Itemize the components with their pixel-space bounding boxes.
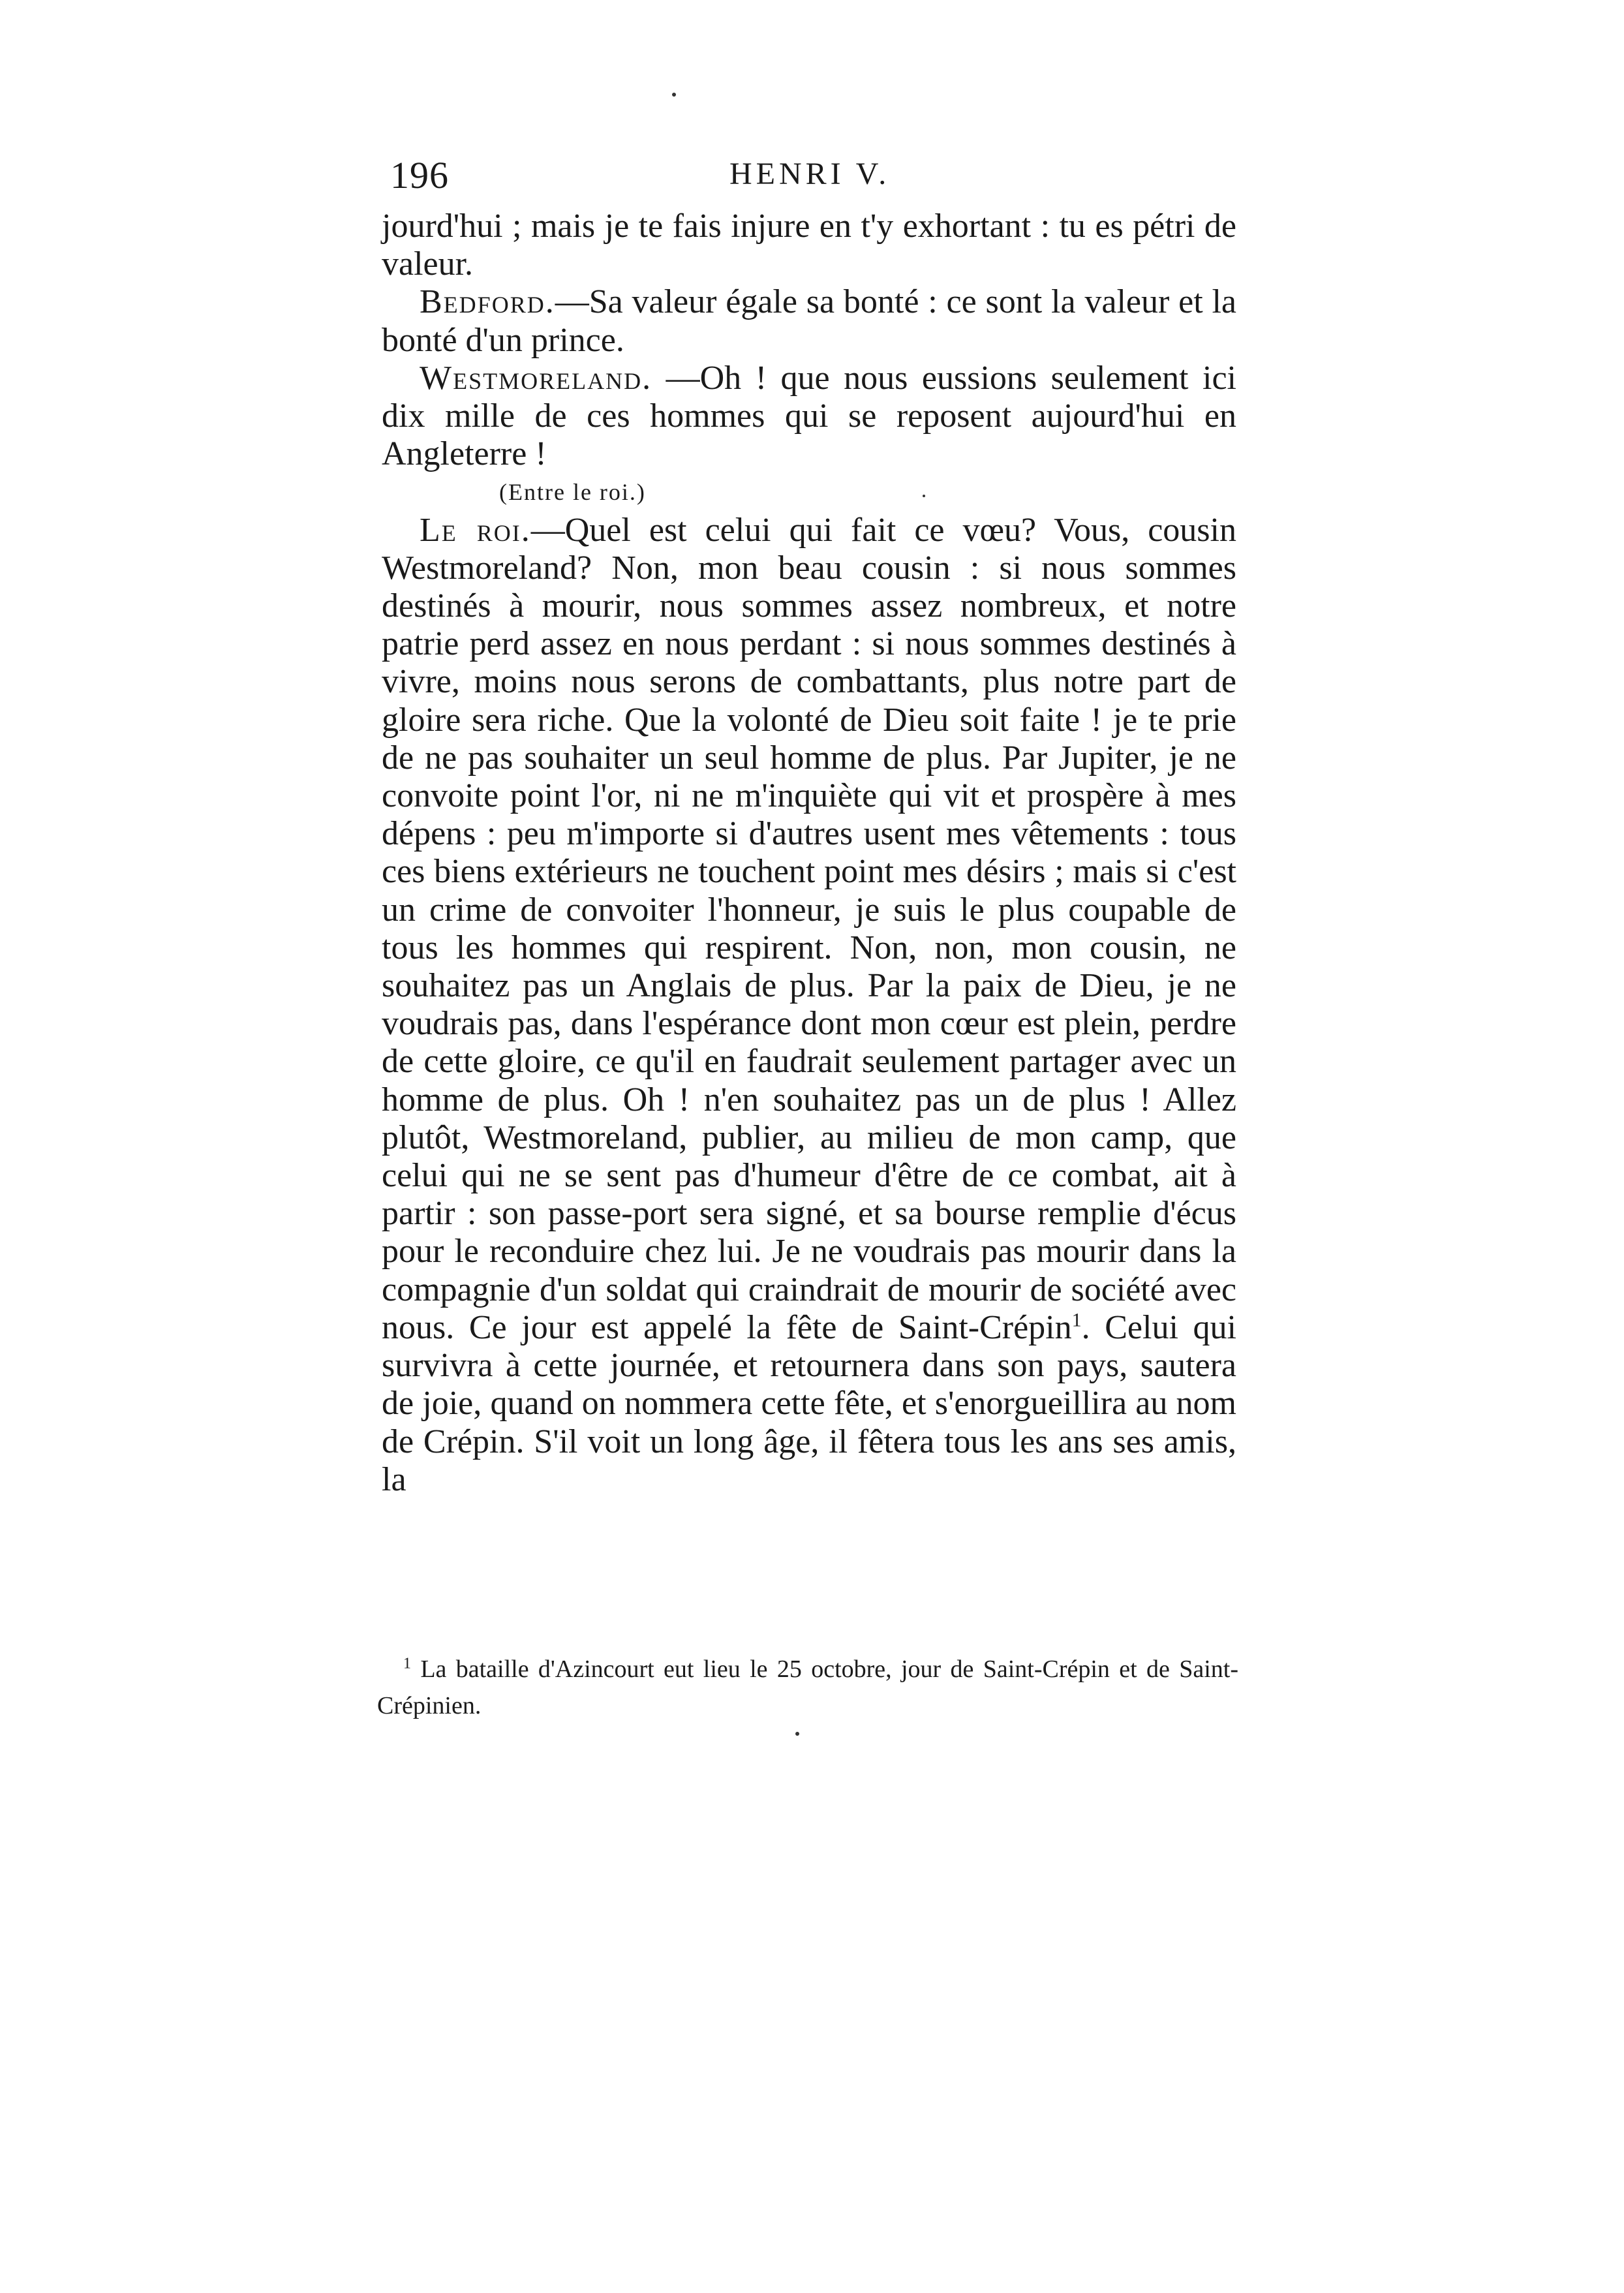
speech-text-bedford: —Sa valeur égale sa bonté : ce sont la valeur et la bonté d'un prince. [382,283,1236,359]
speech-text-king-continued: . Celui qui survivra à cette journée, et retournera dans son pays, sautera de joie, quand on nommera cette fête, et s'enorgueillira au nom de Crépin. S'il voit un long âge, il fêtera tous les ans ses amis, la [382,1308,1236,1498]
footnote-number: 1 [403,1655,411,1672]
running-title: HENRI V. [729,157,891,191]
speaker-westmoreland: Westmoreland. [420,359,652,397]
page-number: 196 [390,154,449,196]
speech-king [382,512,1236,1499]
continuation-text: jourd'hui ; mais je te fais injure en t'y exhortant : tu es pétri de valeur. [382,208,1236,283]
ink-speck-top [672,93,676,97]
speaker-bedford: Bedford. [420,283,555,321]
speech-text-king: —Quel est celui qui fait ce vœu? Vous, cousin Westmoreland? Non, mon beau cousin : si nous sommes destinés à mourir, nous sommes assez nombreux, et notre patrie perd assez en nous perdant : si nous sommes destinés à vivre, moins nous serons de combattants, plus notre part de gloire sera riche. Que la volonté de Dieu soit faite ! je te prie de ne pas souhaiter un seul homme de plus. Par Jupiter, je ne convoite point l'or, ni ne m'inquiète qui vit et prospère à mes dépens : peu m'importe si d'autres usent mes vêtements : tous ces biens extérieurs ne touchent point mes désirs ; mais si c'est un crime de convoiter l'honneur, je suis le plus coupable de tous les hommes qui respirent. Non, non, mon cousin, ne souhaitez pas un Anglais de plus. Par la paix de Dieu, je ne voudrais pas, dans l'espérance dont mon cœur est plein, perdre de cette gloire, ce qu'il en faudrait seulement partager avec un homme de plus. Oh ! n'en souhaitez pas un de plus ! Allez plutôt, Westmoreland, publier, au milieu de mon camp, que celui qui ne se sent pas d'humeur d'être de ce combat, ait à partir : son passe-port sera signé, et sa bourse remplie d'écus pour le reconduire chez lui. Je ne voudrais pas mourir dans la compagnie d'un soldat qui craindrait de mourir de société avec nous. Ce jour est appelé la fête de Saint-Crépin [382,511,1236,1346]
main-text [382,208,1236,1499]
footnote-text: La bataille d'Azincourt eut lieu le 25 octobre, jour de Saint-Crépin et de Saint-Crépinien. [377,1655,1238,1719]
page-header [390,153,1232,199]
continuation-paragraph [382,208,1236,283]
speech-westmoreland [382,360,1236,474]
ink-speck-bottom [795,1732,799,1736]
footnote [377,1651,1238,1724]
stage-direction: (Entre le roi.) [499,479,646,506]
speech-bedford [382,283,1236,359]
footnote-marker: 1 [1071,1309,1082,1331]
speaker-king: Le roi. [420,511,531,549]
speech-text-westmoreland: —Oh ! que nous eussions seulement ici dix mille de ces hommes qui se reposent aujourd'hui en Angleterre ! [382,359,1236,473]
